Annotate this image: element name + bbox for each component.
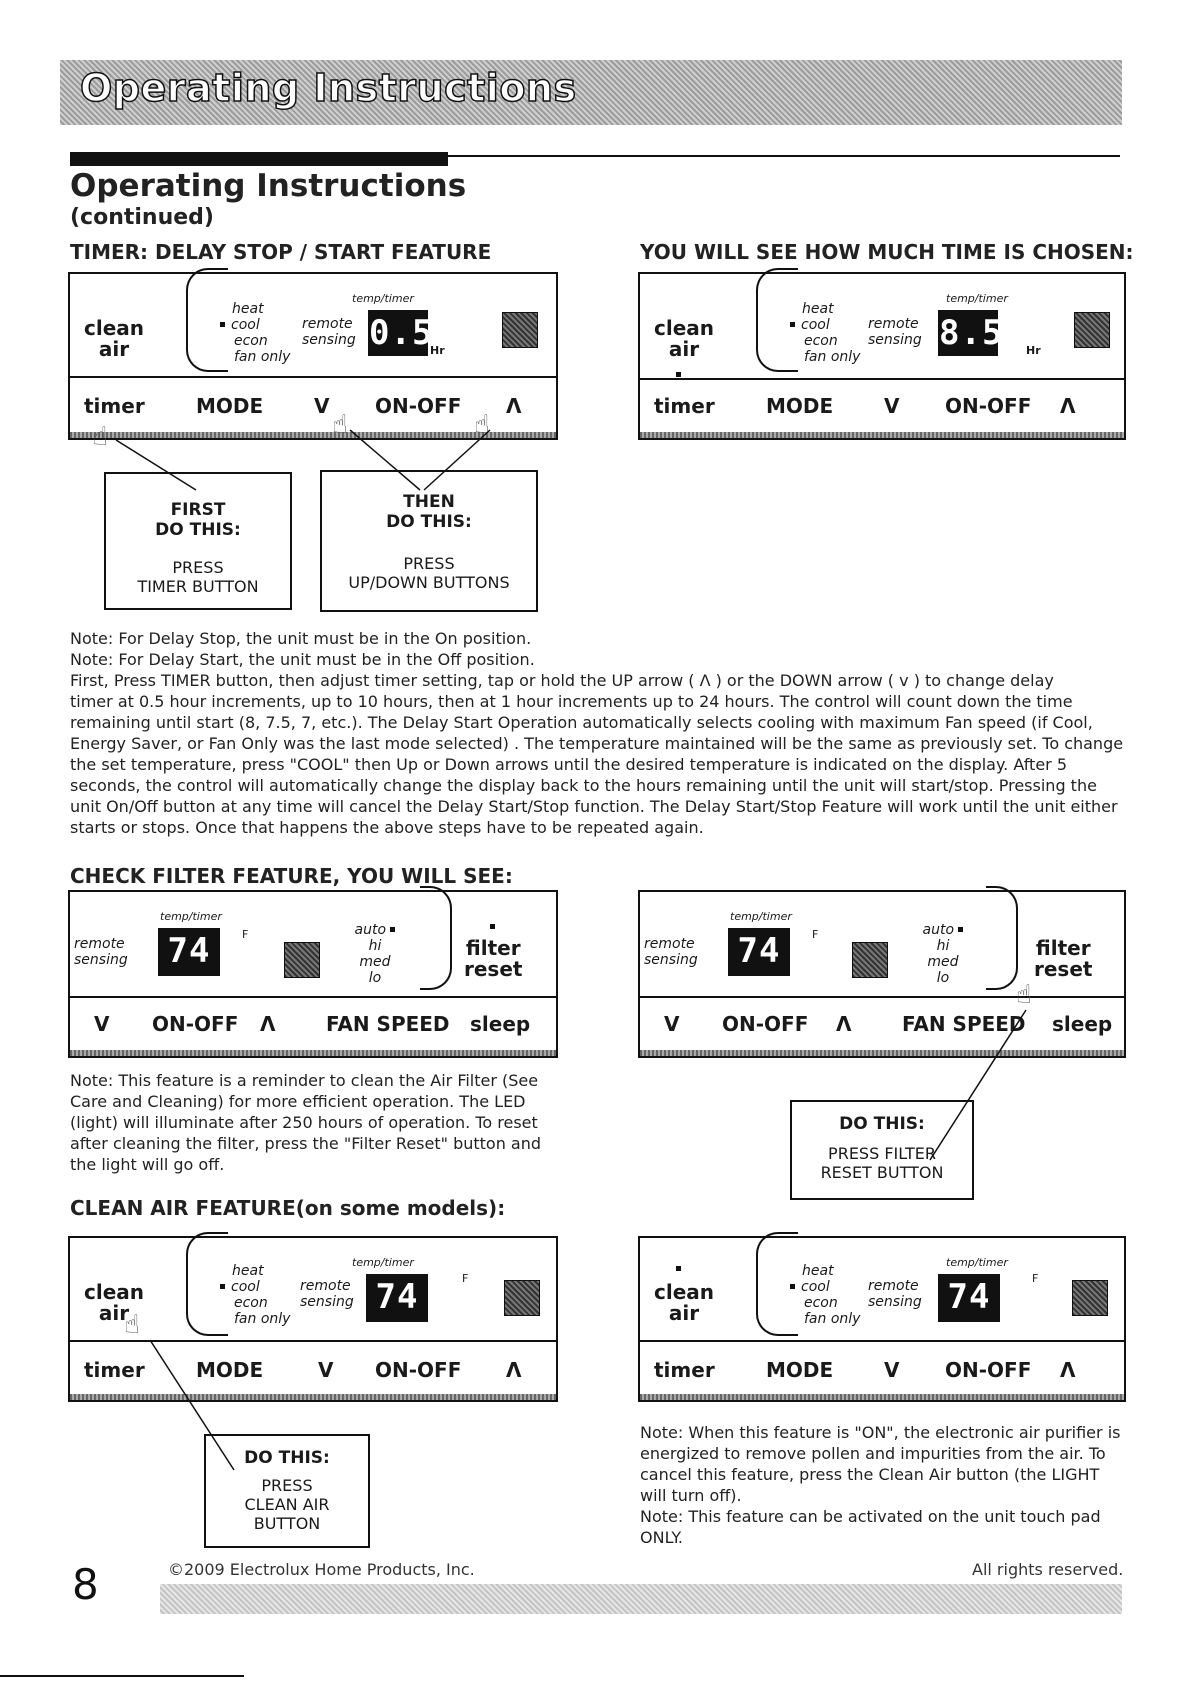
- timer-button[interactable]: timer: [654, 394, 715, 418]
- temp-timer-label: temp/timer: [160, 910, 222, 923]
- down-button[interactable]: V: [314, 394, 330, 418]
- clean-air-label[interactable]: clean air: [654, 1280, 715, 1325]
- mode-button[interactable]: MODE: [766, 394, 834, 418]
- up-button[interactable]: Λ: [260, 1012, 276, 1036]
- clean-air-label[interactable]: clean air: [654, 316, 715, 361]
- remote-sensing-label: remote sensing: [868, 316, 922, 348]
- remote-sensing-label: remote sensing: [644, 936, 698, 968]
- hr-label: Hr: [1026, 344, 1041, 357]
- temperature-display: 74: [366, 1274, 428, 1322]
- pointer-hand-icon: ☝: [92, 422, 108, 452]
- on-off-button[interactable]: ON-OFF: [152, 1012, 239, 1036]
- fahrenheit-label: F: [462, 1272, 469, 1285]
- temperature-display: 74: [158, 928, 220, 976]
- down-button[interactable]: V: [318, 1358, 334, 1382]
- temp-timer-label: temp/timer: [352, 1256, 414, 1269]
- timer-button[interactable]: timer: [84, 394, 145, 418]
- filter-note: Note: This feature is a reminder to clean the Air Filter (See Care and Cleaning) for more efficient operation. The LED (light) will illuminate after 250 hours of operation. To reset after cleaning the filter, press the "Filter Reset" button and the light will go off.: [70, 1071, 542, 1174]
- fahrenheit-label: F: [1032, 1272, 1039, 1285]
- filter-heading: CHECK FILTER FEATURE, YOU WILL SEE:: [70, 864, 513, 888]
- up-button[interactable]: Λ: [506, 394, 522, 418]
- clean-air-note: Note: When this feature is "ON", the electronic air purifier is energized to remove pollen and impurities from the air. To cancel this feature, press the Clean Air button (the LIGHT will turn off). Note: This feature can be activated on the unit touch pad ONLY.: [640, 1423, 1121, 1547]
- timer-display: 8.5: [938, 310, 998, 356]
- callout-first-do-this: FIRST DO THIS: PRESS TIMER BUTTON: [104, 472, 292, 610]
- hr-label: Hr: [430, 344, 445, 357]
- remote-sensing-label: remote sensing: [868, 1278, 922, 1310]
- clean-air-label[interactable]: clean air: [84, 316, 145, 361]
- filter-reset-label[interactable]: filter reset: [1034, 936, 1093, 981]
- on-off-button[interactable]: ON-OFF: [945, 1358, 1032, 1382]
- fan-speed-list: auto hi med lo: [908, 922, 978, 986]
- footer-band: [160, 1584, 1122, 1614]
- on-off-button[interactable]: ON-OFF: [722, 1012, 809, 1036]
- mode-button[interactable]: MODE: [196, 394, 264, 418]
- callout-press-clean-air: DO THIS: PRESS CLEAN AIR BUTTON: [204, 1434, 370, 1548]
- mode-button[interactable]: MODE: [766, 1358, 834, 1382]
- rights-text: All rights reserved.: [972, 1560, 1124, 1579]
- page-subtitle: (continued): [70, 205, 214, 230]
- temperature-display: 74: [938, 1274, 1000, 1322]
- remote-sensing-label: remote sensing: [74, 936, 128, 968]
- sleep-button[interactable]: sleep: [470, 1012, 531, 1036]
- sleep-button[interactable]: sleep: [1052, 1012, 1113, 1036]
- page-number: 8: [72, 1560, 99, 1609]
- timer-display: 0.5: [368, 310, 428, 356]
- fan-speed-button[interactable]: FAN SPEED: [902, 1012, 1026, 1036]
- callout-then-do-this: THEN DO THIS: PRESS UP/DOWN BUTTONS: [320, 470, 538, 612]
- up-button[interactable]: Λ: [1060, 1358, 1076, 1382]
- callout-press-filter-reset: DO THIS: PRESS FILTER RESET BUTTON: [790, 1100, 974, 1200]
- fahrenheit-label: F: [242, 928, 249, 941]
- page-title: Operating Instructions: [70, 168, 467, 204]
- fan-speed-button[interactable]: FAN SPEED: [326, 1012, 450, 1036]
- timer-button[interactable]: timer: [654, 1358, 715, 1382]
- copyright-text: ©2009 Electrolux Home Products, Inc.: [168, 1560, 475, 1579]
- bottom-rule: [0, 1675, 244, 1677]
- on-off-button[interactable]: ON-OFF: [375, 394, 462, 418]
- remote-sensing-label: remote sensing: [300, 1278, 354, 1310]
- time-chosen-heading: YOU WILL SEE HOW MUCH TIME IS CHOSEN:: [640, 240, 1134, 264]
- mode-list: heat cool econ fan only: [790, 1263, 860, 1327]
- temp-timer-label: temp/timer: [946, 1256, 1008, 1269]
- temp-timer-label: temp/timer: [352, 292, 414, 305]
- timer-heading: TIMER: DELAY STOP / START FEATURE: [70, 240, 492, 264]
- timer-button[interactable]: timer: [84, 1358, 145, 1382]
- on-off-button[interactable]: ON-OFF: [375, 1358, 462, 1382]
- up-button[interactable]: Λ: [506, 1358, 522, 1382]
- down-button[interactable]: V: [884, 394, 900, 418]
- banner-title: Operating Instructions: [80, 66, 577, 110]
- timer-notes: Note: For Delay Stop, the unit must be in the On position. Note: For Delay Start, the unit must be in the Off position. First, Press TIMER button, then adjust timer setting, tap or hold the UP arrow ( Λ ) or the DOWN arrow ( v ) to change delay timer at 0.5 hour increments, up to 10 hours, then at 1 hour increments up to 24 hours. The control will count down the time remaining until start (8, 7.5, 7, etc.). The Delay Start Operation automatically selects cooling with maximum Fan speed (if Cool, Energy Saver, or Fan Only was the last mode selected) . The temperature maintained will be the same as previously set. To change the set temperature, press "COOL" then Up or Down arrows until the desired temperature is indicated on the display. After 5 seconds, the control will automatically change the display back to the hours remaining until the unit will start/stop. Pressing the unit On/Off button at any time will cancel the Delay Start/Stop function. The Delay Start/Stop Feature will work until the unit either starts or stops. Once that happens the above steps have to be repeated again.: [70, 629, 1124, 837]
- pointer-hand-icon: ☝: [332, 410, 348, 440]
- up-button[interactable]: Λ: [836, 1012, 852, 1036]
- down-button[interactable]: V: [94, 1012, 110, 1036]
- clean-air-heading: CLEAN AIR FEATURE(on some models):: [70, 1196, 506, 1220]
- mode-list: heat cool econ fan only: [220, 1263, 290, 1327]
- down-button[interactable]: V: [884, 1358, 900, 1382]
- down-button[interactable]: V: [664, 1012, 680, 1036]
- filter-reset-label[interactable]: filter reset: [464, 936, 523, 981]
- clean-air-label[interactable]: clean air: [84, 1280, 145, 1325]
- pointer-hand-icon: ☝: [474, 410, 490, 440]
- temp-timer-label: temp/timer: [730, 910, 792, 923]
- fahrenheit-label: F: [812, 928, 819, 941]
- mode-button[interactable]: MODE: [196, 1358, 264, 1382]
- temperature-display: 74: [728, 928, 790, 976]
- fan-speed-list: auto hi med lo: [340, 922, 410, 986]
- mode-list: heat cool econ fan only: [220, 301, 290, 365]
- pointer-hand-icon: ☝: [124, 1310, 140, 1340]
- remote-sensing-label: remote sensing: [302, 316, 356, 348]
- on-off-button[interactable]: ON-OFF: [945, 394, 1032, 418]
- up-button[interactable]: Λ: [1060, 394, 1076, 418]
- mode-list: heat cool econ fan only: [790, 301, 860, 365]
- temp-timer-label: temp/timer: [946, 292, 1008, 305]
- pointer-hand-icon: ☝: [1016, 980, 1032, 1010]
